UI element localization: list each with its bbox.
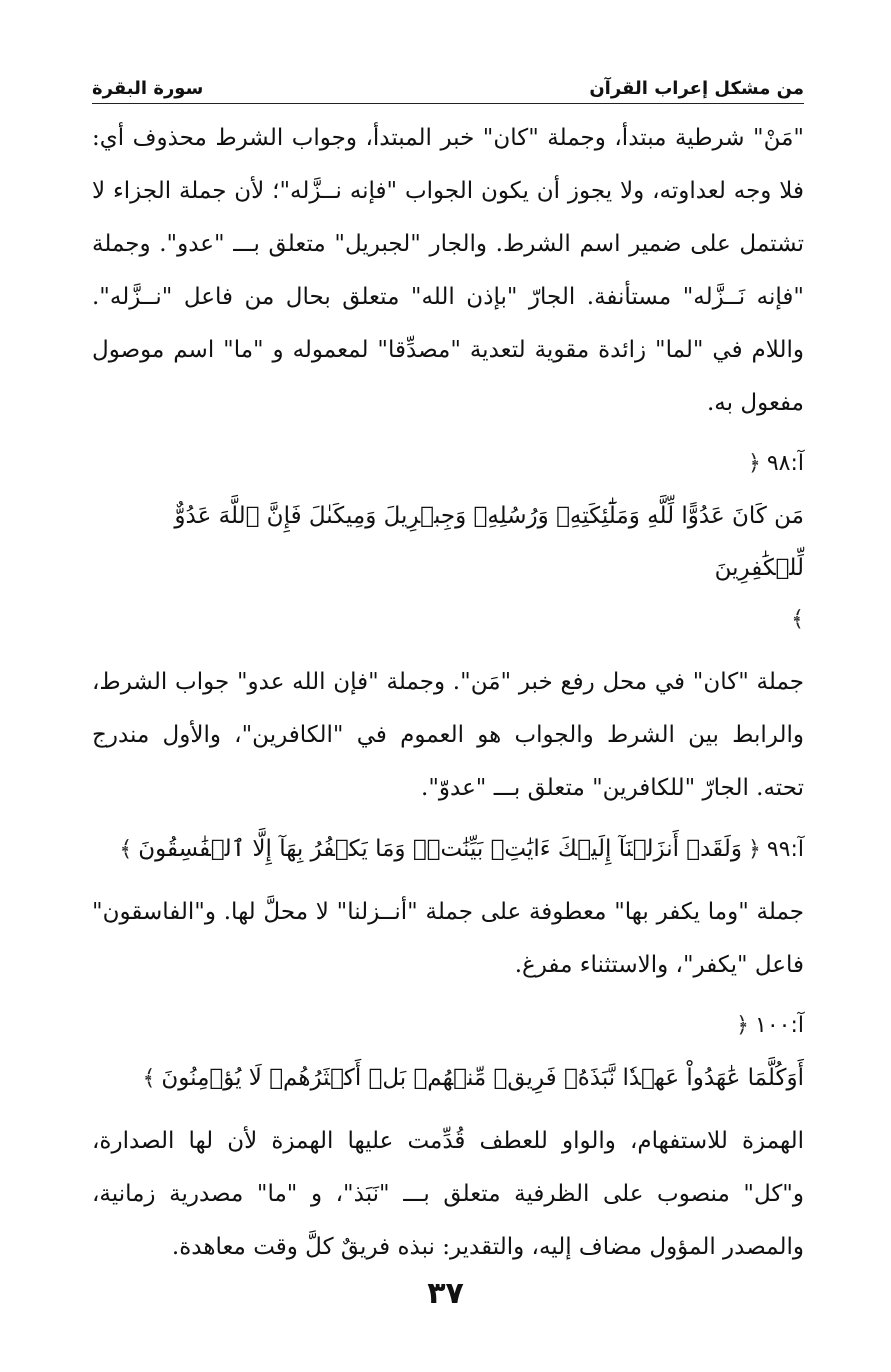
commentary-paragraph-1: "مَنْ" شرطية مبتدأ، وجملة "كان" خبر المبتدأ، وجواب الشرط محذوف أي: فلا وجه لعداوته، ولا يجوز أن يكون الجواب "فإنه نــزَّله"؛ لأن جملة الجزاء لا تشتمل على ضمير اسم الشرط. والجار "لجبريل" متعلق بـــ "عدو". وجملة "فإنه نَــزَّله" مستأنفة. الجارّ "بإذن الله" متعلق بحال من فاعل "نــزَّله". واللام في "لما" زائدة مقوية لتعدية "مصدِّقا" لمعموله و "ما" اسم موصول مفعول به. bbox=[92, 125, 804, 416]
surah-title: سورة البقرة bbox=[92, 78, 204, 99]
commentary-paragraph-2: جملة "كان" في محل رفع خبر "مَن". وجملة "فإن الله عدو" جواب الشرط، والرابط بين الشرط والجواب هو العموم في "الكافرين"، والأول مندرج تحته. الجارّ "للكافرين" متعلق بـــ "عدوّ". bbox=[92, 669, 804, 801]
verse-number: آ:١٠٠ bbox=[755, 1013, 804, 1038]
page-number: ٣٧ bbox=[427, 1276, 464, 1311]
verse-close-ornament: ﴾ bbox=[142, 1066, 156, 1091]
verse-text: وَلَقَدۡ أَنزَلۡنَآ إِلَيۡكَ ءَايَٰتِۭ بَيِّنَٰتٖۖ وَمَا يَكۡفُرُ بِهَآ إِلَّا ٱلۡفَٰسِقُونَ bbox=[138, 836, 742, 862]
quran-verse-100 bbox=[92, 1000, 804, 1105]
verse-open-ornament: ﴿ bbox=[747, 451, 761, 476]
verse-number: آ:٩٨ bbox=[766, 451, 804, 476]
verse-text: مَن كَانَ عَدُوًّا لِّلَّهِ وَمَلَٰٓئِكَتِهِۦ وَرُسُلِهِۦ وَجِبۡرِيلَ وَمِيكَىٰلَ فَإِنَّ ٱللَّهَ عَدُوٌّ لِّلۡكَٰفِرِينَ bbox=[174, 503, 804, 581]
verse-text: أَوَكُلَّمَا عَٰهَدُواْ عَهۡدٗا نَّبَذَهُۥ فَرِيقٞ مِّنۡهُمۚ بَلۡ أَكۡثَرُهُمۡ لَا يُؤۡمِنُونَ bbox=[161, 1065, 804, 1091]
verse-open-ornament: ﴿ bbox=[747, 837, 761, 862]
commentary-paragraph-3: جملة "وما يكفر بها" معطوفة على جملة "أنــزلنا" لا محلَّ لها. و"الفاسقون" فاعل "يكفر"، والاستثناء مفرغ. bbox=[92, 899, 804, 978]
verse-number: آ:٩٩ bbox=[766, 837, 804, 862]
book-title: من مشكل إعراب القرآن bbox=[589, 78, 804, 99]
commentary-paragraph-4: الهمزة للاستفهام، والواو للعطف قُدِّمت عليها الهمزة لأن لها الصدارة، و"كل" منصوب على الظرفية متعلق بـــ "نَبَذ"، و "ما" مصدرية زمانية، والمصدر المؤول مضاف إليه، والتقدير: نبذه فريقٌ كلَّ وقت معاهدة. bbox=[92, 1128, 804, 1260]
verse-open-ornament: ﴿ bbox=[736, 1013, 750, 1038]
page-content bbox=[92, 112, 804, 1274]
verse-close-ornament: ﴾ bbox=[791, 607, 804, 632]
quran-verse-99 bbox=[92, 823, 804, 876]
page-header bbox=[92, 64, 804, 104]
quran-verse-98 bbox=[92, 438, 804, 646]
verse-close-ornament: ﴾ bbox=[119, 837, 133, 862]
